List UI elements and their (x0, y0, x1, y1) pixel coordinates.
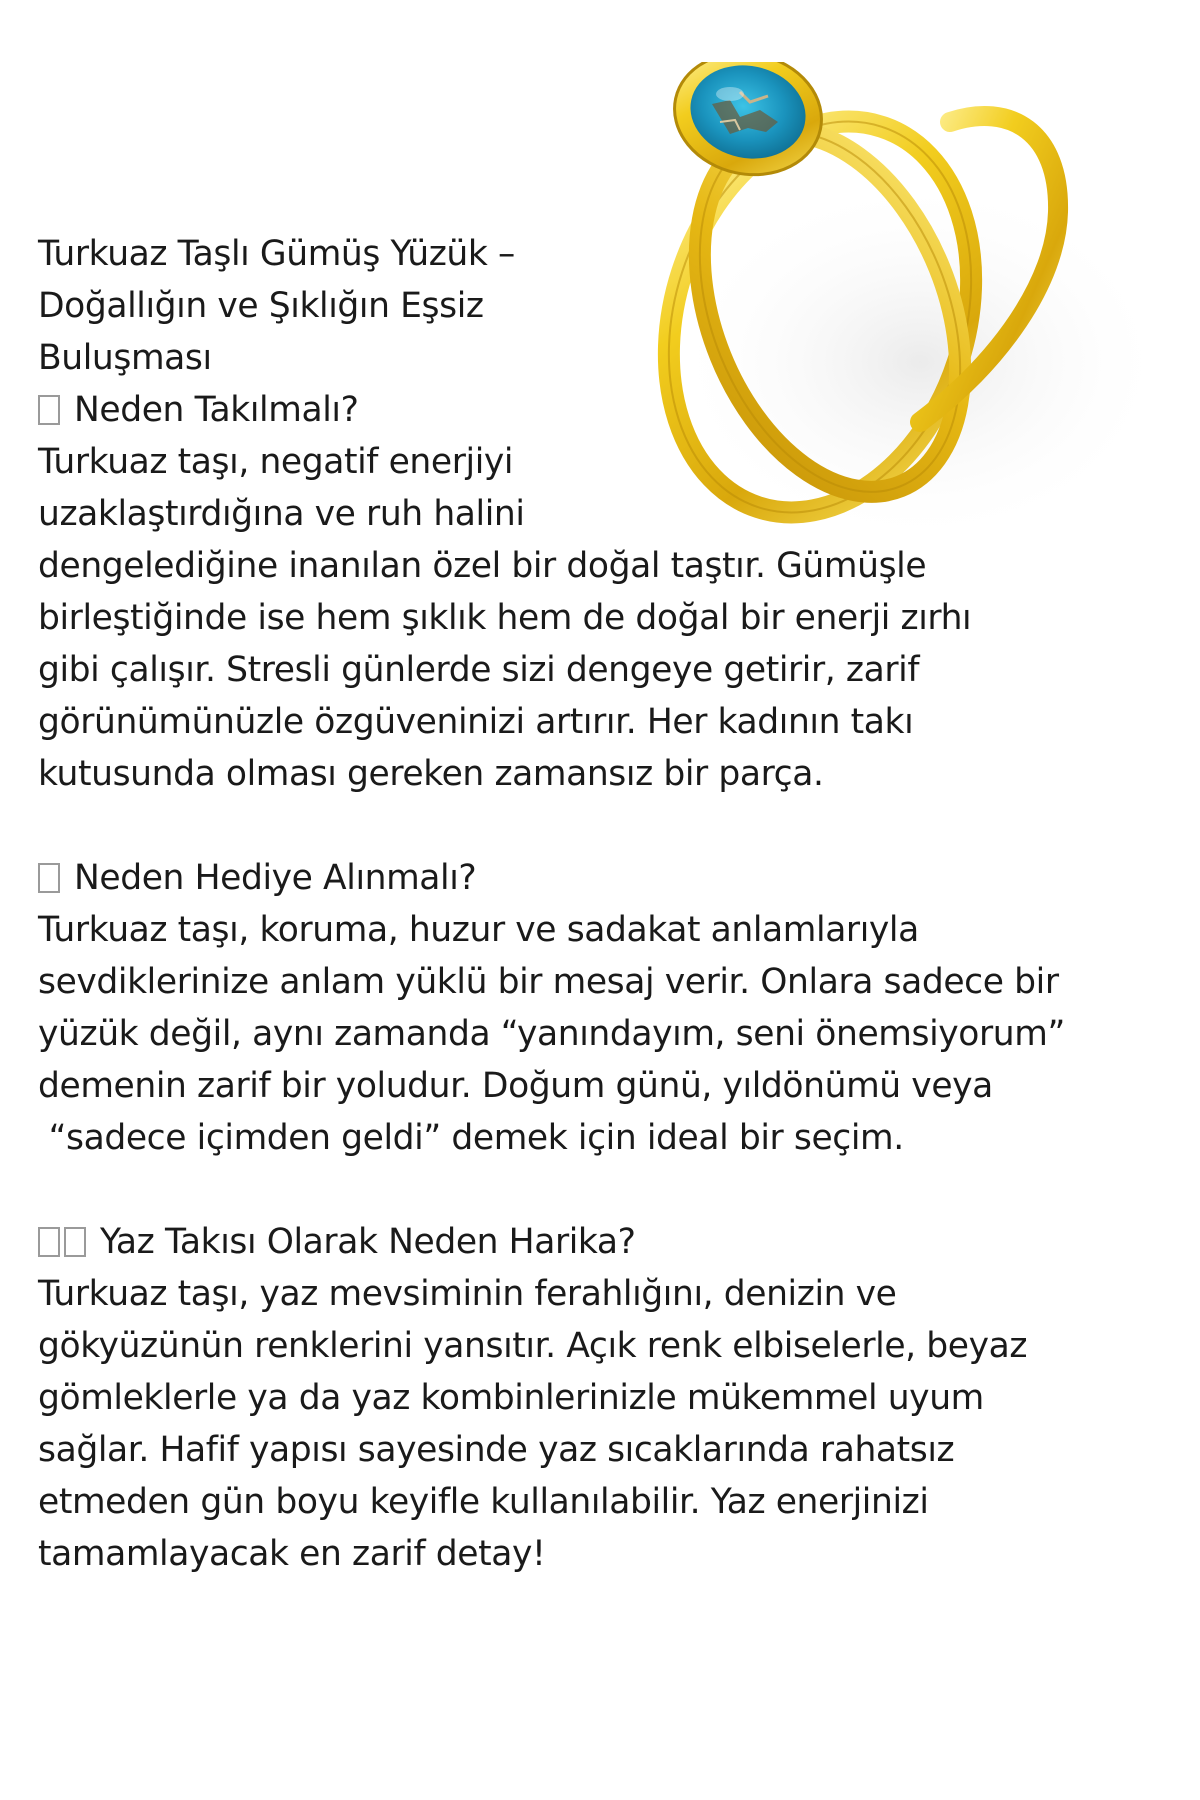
missing-emoji-icon (64, 1227, 86, 1257)
section-heading (38, 384, 1168, 436)
section-heading (38, 1216, 1168, 1268)
paragraph-spacer (38, 1164, 1168, 1216)
missing-emoji-icon (38, 395, 60, 425)
section-summer-jewelry (38, 1216, 1168, 1580)
section-heading-text: Neden Hediye Alınmalı? (74, 858, 477, 898)
title-line: Buluşması (38, 338, 212, 378)
paragraph-line: Turkuaz taşı, yaz mevsiminin ferahlığını, denizin ve (38, 1274, 897, 1314)
section-why-wear (38, 384, 1168, 800)
paragraph-line: uzaklaştırdığına ve ruh halini (38, 494, 525, 534)
title-line: Turkuaz Taşlı Gümüş Yüzük – (38, 234, 515, 274)
section-heading (38, 852, 1168, 904)
paragraph-line: yüzük değil, aynı zamanda “yanındayım, seni önemsiyorum” (38, 1014, 1065, 1054)
title-line: Doğallığın ve Şıklığın Eşsiz (38, 286, 484, 326)
paragraph-spacer (38, 800, 1168, 852)
paragraph-line: etmeden gün boyu keyifle kullanılabilir. Yaz enerjinizi (38, 1482, 929, 1522)
description-text (38, 228, 1168, 1580)
paragraph-line: “sadece içimden geldi” demek için ideal bir seçim. (38, 1118, 904, 1158)
product-title (38, 228, 1168, 384)
paragraph-line: sevdiklerinize anlam yüklü bir mesaj verir. Onlara sadece bir (38, 962, 1059, 1002)
paragraph-line: gökyüzünün renklerini yansıtır. Açık renk elbiselerle, beyaz (38, 1326, 1028, 1366)
missing-emoji-icon (38, 863, 60, 893)
paragraph-line: tamamlayacak en zarif detay! (38, 1534, 546, 1574)
paragraph-line: dengelediğine inanılan özel bir doğal taştır. Gümüşle (38, 546, 927, 586)
paragraph-line: birleştiğinde ise hem şıklık hem de doğal bir enerji zırhı (38, 598, 972, 638)
paragraph-line: gibi çalışır. Stresli günlerde sizi dengeye getirir, zarif (38, 650, 920, 690)
section-heading-text: Yaz Takısı Olarak Neden Harika? (100, 1222, 636, 1262)
paragraph-line: kutusunda olması gereken zamansız bir parça. (38, 754, 824, 794)
paragraph-line: Turkuaz taşı, negatif enerjiyi (38, 442, 514, 482)
paragraph-line: sağlar. Hafif yapısı sayesinde yaz sıcaklarında rahatsız (38, 1430, 955, 1470)
section-why-gift (38, 852, 1168, 1164)
section-heading-text: Neden Takılmalı? (74, 390, 359, 430)
missing-emoji-icon (38, 1227, 60, 1257)
paragraph-line: demenin zarif bir yoludur. Doğum günü, yıldönümü veya (38, 1066, 993, 1106)
paragraph-line: görünümünüzle özgüveninizi artırır. Her kadının takı (38, 702, 914, 742)
paragraph-line: gömleklerle ya da yaz kombinlerinizle mükemmel uyum (38, 1378, 984, 1418)
paragraph-line: Turkuaz taşı, koruma, huzur ve sadakat anlamlarıyla (38, 910, 919, 950)
